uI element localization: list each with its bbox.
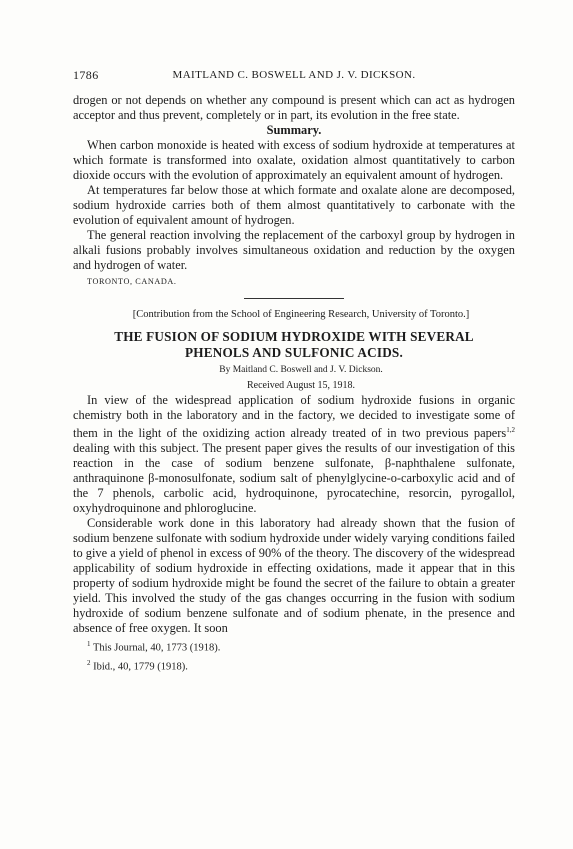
article-title-line-2: PHENOLS AND SULFONIC ACIDS. xyxy=(185,345,403,360)
summary-paragraph-1: When carbon monoxide is heated with excess of sodium hydroxide at temperatures at which formate is transformed into oxalate, oxidation almost quantitatively to carbon dioxide occurs with the evolution of approximately an equivalent amount of hydrogen. xyxy=(73,138,515,182)
article-title xyxy=(73,329,515,361)
contribution-line: [Contribution from the School of Engineering Research, University of Toronto.] xyxy=(132,309,470,320)
footnote-text: Ibid., 40, 1779 (1918). xyxy=(93,661,188,673)
section-divider xyxy=(244,298,344,299)
article-title-line-1: THE FUSION OF SODIUM HYDROXIDE WITH SEVERAL xyxy=(114,329,474,344)
footnote-mark: 1 xyxy=(87,640,91,649)
summary-heading: Summary. xyxy=(266,123,322,137)
reference-marks[interactable]: 1,2 xyxy=(506,426,515,434)
intro-paragraph: drogen or not depends on whether any compound is present which can act as hydrogen acceptor and thus prevent, completely or in part, its evolution in the free state. xyxy=(73,93,515,122)
received-date: Received August 15, 1918. xyxy=(246,380,356,391)
page-header xyxy=(73,68,515,84)
place-line: TORONTO, CANADA. xyxy=(87,277,177,286)
page-body xyxy=(73,93,515,674)
page-number: 1786 xyxy=(73,68,99,82)
footnote-mark: 2 xyxy=(87,658,91,667)
summary-paragraph-2: At temperatures far below those at which formate and oxalate alone are decomposed, sodium hydroxide carries both of them almost quantitatively to carbonate with the evolution of equivalent amount of hydrogen. xyxy=(73,183,515,227)
article-paragraph-1 xyxy=(73,393,515,516)
footnote-text: This Journal, 40, 1773 (1918). xyxy=(92,642,221,654)
article-paragraph-1-part-a: In view of the widespread application of sodium hydroxide fusions in organic chemistry both in the laboratory and in the factory, we decided to investigate some of them in the light of the oxidizing action already treated of in two previous papers xyxy=(73,393,515,441)
summary-paragraph-3: The general reaction involving the replacement of the carboxyl group by hydrogen in alkali fusions probably involves simultaneous oxidation and reduction by the oxygen and hydrogen of water. xyxy=(73,228,515,272)
footnote-1 xyxy=(87,637,515,656)
footnote-2 xyxy=(87,656,515,675)
byline: By Maitland C. Boswell and J. V. Dickson. xyxy=(219,365,383,375)
running-head: MAITLAND C. BOSWELL AND J. V. DICKSON. xyxy=(172,69,416,81)
article-paragraph-1-part-b: dealing with this subject. The present paper gives the results of our investigation of this reaction in the case of sodium benzene sulfonate, β-naphthalene sulfonate, anthraquinone β-monosulfonate, sodium salt of phenylglycine-o-carboxylic acid and of the 7 phenols, carbolic acid, hydroquinone, pyrocatechine, resorcin, pyrogallol, oxyhydroquinone and phloroglucine. xyxy=(73,441,515,516)
article-paragraph-2: Considerable work done in this laboratory had already shown that the fusion of sodium benzene sulfonate with sodium hydroxide under widely varying conditions failed to give a yield of phenol in excess of 90% of the theory. The discovery of the widespread applicability of sodium hydroxide in effecting oxidations, made it appear that in this property of sodium hydroxide might be found the secret of the failure to obtain a greater yield. This involved the study of the gas changes occurring in the fusion with sodium hydroxide of sodium benzene sulfonate and of sodium phenate, in the presence and absence of free oxygen. It soon xyxy=(73,516,515,636)
